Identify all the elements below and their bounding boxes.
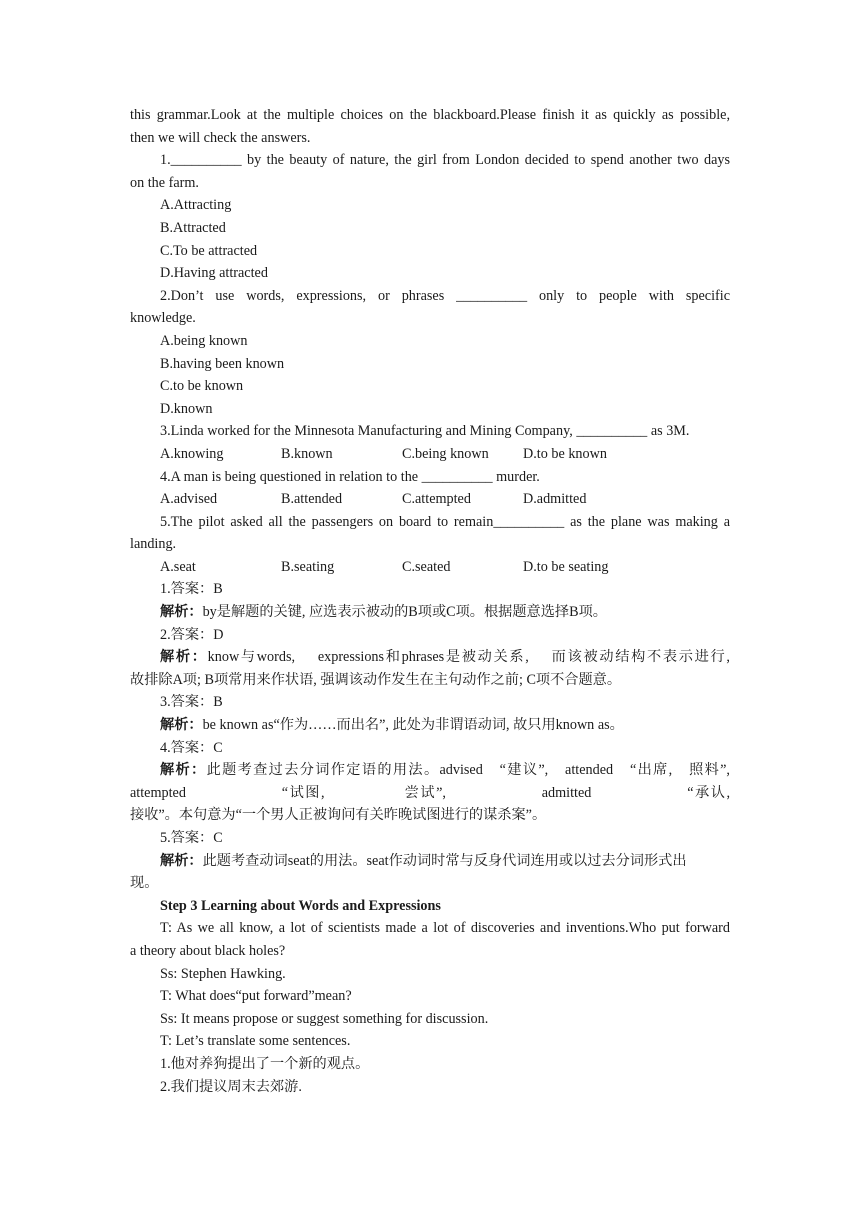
question-stem: landing. (130, 536, 177, 553)
analysis-label: 解析： (160, 717, 203, 734)
option-a: A.advised (160, 491, 218, 508)
answer-value: B (213, 581, 223, 598)
question-1 (130, 149, 730, 285)
option-c: C.seated (402, 558, 451, 575)
answer-label: 3.答案： (160, 694, 214, 711)
answer-value: C (213, 739, 223, 756)
option-a: A.being known (160, 332, 248, 349)
intro-paragraph (130, 104, 730, 149)
analysis-text: be known as“作为……而出名”, 此处为非谓语动词, 故只用known as。 (202, 717, 624, 734)
question-4 (130, 466, 730, 511)
document-page (130, 104, 730, 1098)
question-3 (130, 420, 730, 465)
answer-line (130, 691, 730, 714)
analysis-label: 解析： (160, 604, 203, 621)
analysis-line (130, 601, 730, 624)
answer-2 (130, 624, 730, 692)
answer-label: 5.答案： (160, 830, 214, 846)
question-stem: 4.A man is being questioned in relation to the __________ murder. (160, 468, 540, 485)
analysis-line: 故排除A项; B项常用来作状语, 强调该动作发生在主句动作之前; C项不合题意。 (130, 671, 622, 688)
option-d: D.to be known (523, 445, 607, 462)
analysis-line: attempted “试图, 尝试”, admitted “承认, (130, 784, 730, 801)
analysis-text: 此题考查过去分词作定语的用法。advised “建议”, attended “出席, 照料”, (206, 762, 730, 779)
option-a: A.knowing (160, 445, 224, 462)
section-heading: Step 3 Learning about Words and Expressions (160, 897, 441, 914)
answer-3 (130, 691, 730, 736)
option-b: B.seating (281, 558, 335, 575)
options-row (130, 556, 730, 579)
analysis-line: 现。 (130, 875, 159, 892)
answer-value: C (213, 830, 223, 846)
dialogue-line: a theory about black holes? (130, 942, 286, 959)
analysis-label: 解析： (160, 762, 207, 779)
intro-line: then we will check the answers. (130, 129, 311, 146)
dialogue-line: T: What does“put forward”mean? (160, 988, 352, 1005)
options-row (130, 443, 730, 466)
question-2 (130, 285, 730, 421)
option-d: D.admitted (523, 491, 587, 508)
question-stem: 2.Don’t use words, expressions, or phrases __________ only to people with specific (160, 287, 730, 304)
option-c: C.to be known (160, 378, 244, 395)
answer-line (130, 827, 730, 850)
translation-item: 1.他对养狗提出了一个新的观点。 (160, 1055, 370, 1072)
dialogue-line: Ss: Stephen Hawking. (160, 965, 286, 982)
option-d: D.Having attracted (160, 265, 268, 282)
analysis-line (130, 646, 730, 669)
option-a: A.seat (160, 558, 196, 575)
question-stem: on the farm. (130, 174, 199, 191)
options-row (130, 488, 730, 511)
option-b: B.Attracted (160, 219, 226, 236)
dialogue-line: T: Let’s translate some sentences. (160, 1033, 351, 1050)
option-b: B.attended (281, 491, 343, 508)
analysis-text: by是解题的关键, 应选表示被动的B项或C项。根据题意选择B项。 (202, 604, 607, 621)
answer-label: 1.答案： (160, 581, 214, 598)
analysis-label: 解析： (160, 852, 203, 869)
answer-line (130, 578, 730, 601)
analysis-text: know与words, expressions和phrases是被动关系, 而该被动结构不表示进行, (207, 649, 730, 666)
question-stem: 1.__________ by the beauty of nature, the girl from London decided to spend another two days (160, 152, 730, 169)
analysis-label: 解析： (160, 649, 208, 666)
option-d: D.to be seating (523, 558, 609, 575)
answer-line (130, 737, 730, 760)
option-d: D.known (160, 400, 213, 417)
option-a: A.Attracting (160, 197, 232, 214)
option-c: C.To be attracted (160, 242, 258, 259)
answer-1 (130, 578, 730, 623)
answer-5 (130, 827, 730, 895)
question-stem: 5.The pilot asked all the passengers on board to remain__________ as the plane was making a (160, 513, 730, 530)
analysis-line (130, 850, 730, 873)
answer-label: 2.答案： (160, 626, 214, 643)
option-c: C.being known (402, 445, 489, 462)
intro-line: this grammar.Look at the multiple choices on the blackboard.Please finish it as quickly as possible, (130, 107, 730, 123)
dialogue-line: T: As we all know, a lot of scientists made a lot of discoveries and inventions.Who put forward (160, 920, 730, 937)
question-stem: knowledge. (130, 310, 196, 327)
analysis-line: 接收”。本句意为“一个男人正被询问有关昨晚试图进行的谋杀案”。 (130, 807, 547, 824)
translation-item: 2.我们提议周末去郊游. (160, 1078, 302, 1095)
option-b: B.having been known (160, 355, 285, 372)
answer-line (130, 624, 730, 647)
question-stem: 3.Linda worked for the Minnesota Manufacturing and Mining Company, __________ as 3M. (160, 423, 690, 440)
question-5 (130, 511, 730, 579)
answer-4 (130, 737, 730, 827)
option-c: C.attempted (402, 491, 471, 508)
answer-value: B (213, 694, 223, 711)
analysis-line (130, 714, 730, 737)
analysis-line (130, 759, 730, 782)
step-3-section (130, 895, 730, 1098)
dialogue-line: Ss: It means propose or suggest something for discussion. (160, 1010, 489, 1027)
answer-label: 4.答案： (160, 739, 214, 756)
option-b: B.known (281, 445, 333, 462)
analysis-text: 此题考查动词seat的用法。seat作动词时常与反身代词连用或以过去分词形式出 (202, 852, 687, 869)
answer-value: D (213, 626, 224, 643)
